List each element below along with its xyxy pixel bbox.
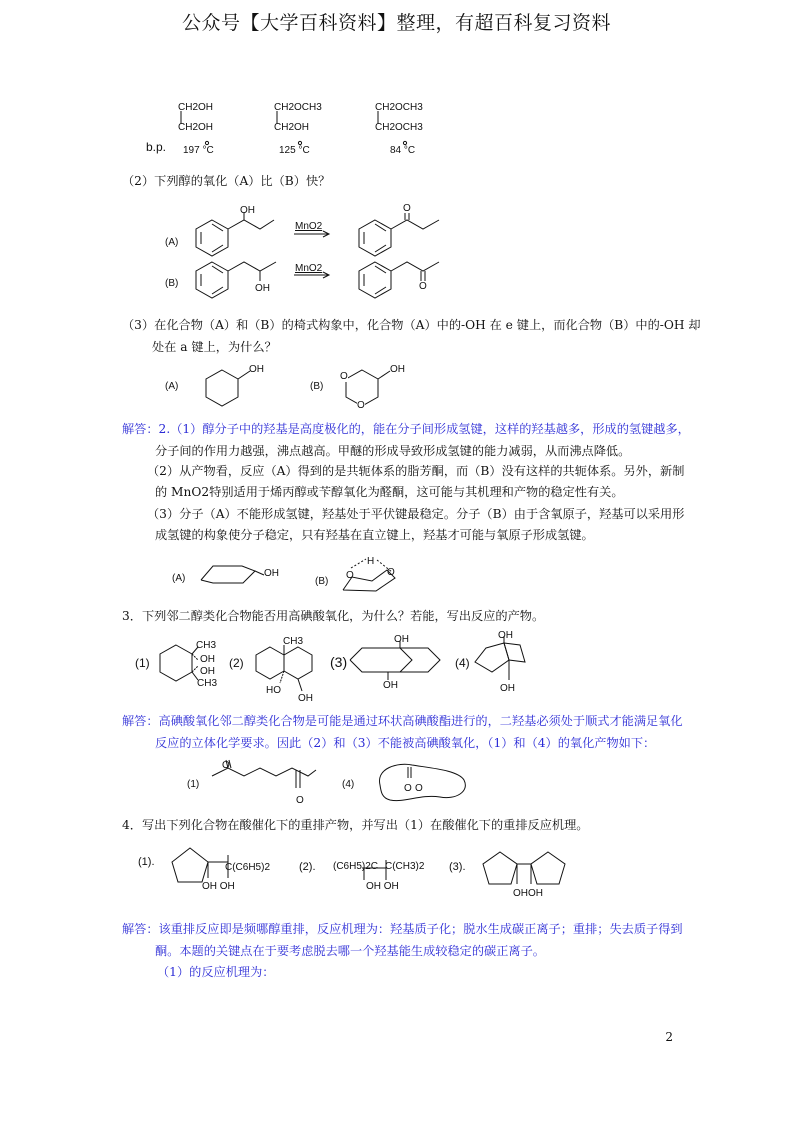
answer2-o-right: O: [387, 567, 395, 578]
q3-line1: （3）在化合物（A）和（B）的椅式构象中，化合物（A）中的-OH 在 e 键上，而化合物（B）中的-OH 却: [122, 318, 701, 332]
q4-1-ohoh: OH OH: [202, 881, 235, 892]
q3-main-text: 3．下列邻二醇类化合物能否用高碘酸氧化，为什么？若能，写出反应的产物。: [122, 609, 545, 623]
answer2-line2: 分子间的作用力越强，沸点越高。甲醚的形成导致形成氢键的能力减弱，从而沸点降低。: [155, 444, 631, 458]
answer2-o-left: O: [346, 570, 354, 581]
q4-label-1: (1).: [138, 856, 155, 868]
bp-c3-temp: 84 °C: [390, 145, 416, 156]
q4-2-ohoh: OH OH: [366, 881, 399, 892]
page-number: 2: [665, 1030, 673, 1044]
answer2-label-b: (B): [315, 576, 329, 587]
q2-oh-a: OH: [240, 205, 255, 216]
q3-3-oh-top: OH: [394, 634, 409, 645]
bp-c1-temp: 197 °C: [183, 145, 214, 156]
q3-2-ch3: CH3: [283, 636, 304, 647]
q2-o-a: O: [403, 203, 411, 214]
q3-1-ch3-top: CH3: [196, 640, 217, 651]
answer4-line3: （1）的反应机理为：: [157, 965, 275, 979]
q3-line2: 处在 a 键上，为什么？: [152, 340, 277, 354]
answer3-label-4: (4): [342, 779, 355, 790]
answer4-line2: 酮。本题的关键点在于要考虑脱去哪一个羟基能生成较稳定的碳正离子。: [155, 944, 545, 958]
q3-label-1: (1): [135, 656, 150, 670]
q3-label-b: (B): [310, 381, 324, 392]
q2-o-b: O: [419, 281, 427, 292]
answer3-line1: 解答：高碘酸氧化邻二醇类化合物是可能是通过环状高碘酸酯进行的，二羟基必须处于顺式才能满足氧化: [122, 714, 683, 728]
q2-reagent-b: MnO2: [295, 263, 323, 274]
answer2-line4: 的 MnO2特别适用于烯丙醇或苄醇氧化为醛酮，这可能与其机理和产物的稳定性有关。: [155, 485, 624, 499]
bp-c2-bottom: CH2OH: [274, 122, 310, 133]
answer2-line1: 解答：2.（1）醇分子中的羟基是高度极化的，能在分子间形成氢键，这样的羟基越多，形成的氢键越多，: [122, 422, 690, 436]
q4-label-3: (3).: [449, 861, 466, 873]
q3-1-oh-bottom: OH: [200, 666, 215, 677]
bp-c1-bottom: CH2OH: [178, 122, 214, 133]
q3-label-4: (4): [455, 656, 470, 670]
q3-3-oh-bottom: OH: [383, 680, 398, 691]
q2-reagent-a: MnO2: [295, 221, 323, 232]
q3-1-ch3-bottom: CH3: [197, 678, 218, 689]
q3-1-oh-top: OH: [200, 654, 215, 665]
q2-text: （2）下列醇的氧化（A）比（B）快？: [122, 174, 331, 188]
q2-label-a: (A): [165, 237, 179, 248]
q3-label-3: (3): [330, 654, 348, 670]
q3-oh-a: OH: [249, 364, 264, 375]
answer4-line1: 解答：该重排反应即是频哪醇重排，反应机理为：羟基质子化；脱水生成碳正离子；重排；失去质子得到: [122, 922, 683, 936]
q3-4-oh-bottom: OH: [500, 683, 515, 694]
answer2-line3: （2）从产物看，反应（A）得到的是共轭体系的脂芳酮，而（B）没有这样的共轭体系。另外，新制: [147, 464, 685, 478]
answer2-h: H: [367, 556, 375, 567]
bp-c2-top: CH2OCH3: [274, 102, 322, 113]
q3-2-oh: OH: [298, 693, 313, 704]
q3-o1: O: [340, 371, 348, 382]
answer3-4-o1: O: [404, 783, 412, 794]
answer3-1-o-left: O: [222, 760, 230, 771]
q4-3-ohoh: OHOH: [513, 888, 543, 899]
q3-4-oh-top: OH: [498, 630, 513, 641]
q3-oh-b: OH: [390, 364, 405, 375]
q3-o2: O: [357, 400, 365, 411]
bp-c2-temp: 125 °C: [279, 145, 310, 156]
answer2-label-a: (A): [172, 573, 186, 584]
answer2-line5: （3）分子（A）不能形成氢键，羟基处于平伏键最稳定。分子（B）由于含氧原子，羟基可以采用形: [147, 507, 685, 521]
q2-oh-b: OH: [255, 283, 270, 294]
q3-label-a: (A): [165, 381, 179, 392]
page-header: 公众号【大学百科资料】整理，有超百科复习资料: [181, 12, 611, 34]
answer2-oh-a: OH: [264, 568, 279, 579]
q4-text: 4．写出下列化合物在酸催化下的重排产物，并写出（1）在酸催化下的重排反应机理。: [122, 818, 589, 832]
q4-label-2: (2).: [299, 861, 316, 873]
bp-c1-top: CH2OH: [178, 102, 214, 113]
answer2-line6: 成氢键的构象使分子稳定，只有羟基在直立键上，羟基才可能与氧原子形成氢键。: [155, 528, 594, 542]
answer3-line2: 反应的立体化学要求。因此（2）和（3）不能被高碘酸氧化，（1）和（4）的氧化产物如下：: [155, 736, 656, 750]
answer3-4-o2: O: [415, 783, 423, 794]
bp-c3-top: CH2OCH3: [375, 102, 423, 113]
q3-label-2: (2): [229, 656, 244, 670]
bp-c3-bottom: CH2OCH3: [375, 122, 423, 133]
q4-1-cph2: C(C6H5)2: [225, 862, 271, 873]
answer3-label-1: (1): [187, 779, 200, 790]
q2-label-b: (B): [165, 278, 179, 289]
q3-2-ho: HO: [266, 685, 281, 696]
q4-2-ph2c: (C6H5)2C: [333, 861, 379, 872]
bp-label: b.p.: [146, 140, 167, 154]
q4-2-cme2: C(CH3)2: [385, 861, 425, 872]
answer3-1-o-right: O: [296, 795, 304, 806]
